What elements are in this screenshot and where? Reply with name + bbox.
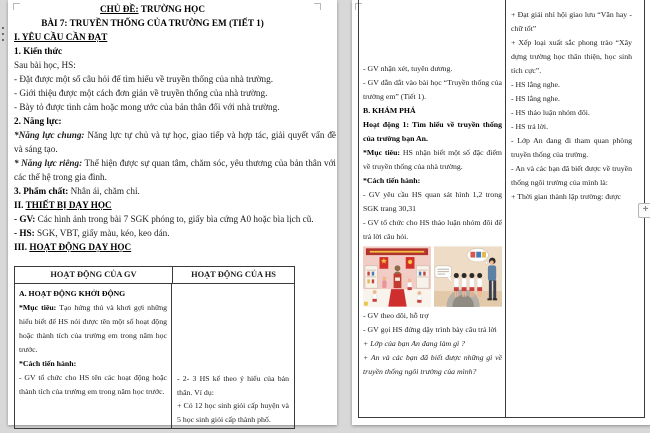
paragraph-gv-step: - GV tổ chức cho HS tên các hoạt động hoặc thành tích của trường em trong năm học trước. [19, 373, 167, 396]
insert-button[interactable]: + [638, 203, 650, 218]
heading-khoi-dong: A. HOẠT ĐỘNG KHỞI ĐỘNG [19, 289, 126, 298]
paragraph-hs-answer: - HS trả lời. [511, 122, 549, 131]
bullet-objective-3: - Bày tỏ được tình cảm hoặc mong ước của bản thân đối với nhà trường. [14, 102, 280, 112]
activity-table [14, 266, 295, 429]
paragraph-gv-step-4: - GV gọi HS đứng dậy trình bày câu trả lời [363, 325, 497, 334]
paragraph-intro: Sau bài học, HS: [14, 60, 76, 70]
paragraph-gv-lead-in: - GV dẫn dắt vào bài học “Truyền thống của trường em” (Tiết 1). [363, 78, 502, 101]
page-1 [8, 0, 337, 425]
cell-hs-activities-p2 [506, 0, 644, 204]
paragraph-hs-answer-detail-3: + Thời gian thành lập trường: được [511, 192, 621, 201]
figure-1-traditional-room-image[interactable] [363, 246, 431, 307]
paragraph-muc-tieu: *Mục tiêu: Tạo hứng thú và khơi gợi những hiểu biết để HS nói được tên một số hoạt động hoặc thành tích của trường em trong năm học trước. [19, 303, 167, 354]
cell-gv-activities-p2 [359, 0, 505, 379]
paragraph-pham-chat: 3. Phẩm chất: Nhân ái, chăm chỉ. [14, 186, 140, 196]
paragraph-hs-example: + Có 12 học sinh giỏi cấp huyện và 5 học sinh giỏi cấp thành phố. [177, 401, 289, 424]
section-heading-thiet-bi: II. THIẾT BỊ DẠY HỌC [14, 200, 112, 210]
drag-handle-dots[interactable] [2, 27, 4, 41]
heading-nang-luc: 2. Năng lực: [14, 116, 62, 126]
section-heading-hoat-dong: III. HOẠT ĐỘNG DẠY HỌC [14, 242, 132, 252]
paragraph-gv-question-1: + Lớp của bạn An đang làm gì ? [363, 339, 465, 348]
bullet-objective-2: - Giới thiệu được một cách đơn giản về truyền thống của nhà trường. [14, 88, 268, 98]
figure-2-discussion-image[interactable] [434, 246, 502, 307]
table-header-gv: HOẠT ĐỘNG CỦA GV [15, 267, 173, 283]
paragraph-muc-tieu-2: *Mục tiêu: HS nhận biết một số đặc điểm về truyền thống của nhà trường. [363, 148, 502, 171]
paragraph-gv-step-2: - GV tổ chức cho HS thảo luận nhóm đôi để trả lời câu hỏi. [363, 218, 502, 241]
heading-cach-tien-hanh-2: *Cách tiến hành: [363, 176, 421, 185]
paragraph-nang-luc-chung: *Năng lực chung: Năng lực tự chủ và tự học, giao tiếp và hợp tác, giải quyết vấn đề và sáng tạo. [14, 130, 336, 154]
paragraph-hs-achievement-2: + Xếp loại xuất sắc phong trào “Xây dựng trường học thân thiện, học sinh tích cực”. [511, 38, 632, 75]
page-subtitle: BÀI 7: TRUYỀN THỐNG CỦA TRƯỜNG EM (TIẾT 1) [41, 18, 264, 28]
cell-gv-activities [15, 284, 172, 428]
table-header-hs: HOẠT ĐỘNG CỦA HS [191, 270, 276, 279]
paragraph-hs-discuss: - HS thảo luận nhóm đôi. [511, 108, 590, 117]
figures-row [363, 246, 502, 307]
heading-cach-tien-hanh: *Cách tiến hành: [19, 359, 77, 368]
paragraph-hs-answer-detail-1: - Lớp An đang đi tham quan phòng truyền thống của trường. [511, 136, 632, 159]
cell-hs-activities [172, 284, 294, 428]
heading-hoat-dong-1: Hoạt động 1: Tìm hiểu về truyền thống của trường bạn An. [363, 120, 502, 143]
paragraph-nang-luc-rieng: * Năng lực riêng: Thể hiện được sự quan tâm, chăm sóc, yêu thương của bản thân với các thế hệ trong gia đình. [14, 158, 336, 182]
page-title: CHỦ ĐỀ: TRƯỜNG HỌC [100, 4, 205, 14]
bullet-objective-1: - Đặt được một số câu hỏi để tìm hiểu về truyền thống của nhà trường. [14, 74, 273, 84]
paragraph-gv-step-3: - GV theo dõi, hỗ trợ [363, 311, 429, 320]
paragraph-hs-achievement-1: + Đạt giải nhì hội giao lưu “Văn hay - chữ tốt” [511, 10, 632, 33]
page-1-body [14, 2, 336, 254]
paragraph-hs-listen-2: - HS lắng nghe. [511, 94, 560, 103]
section-heading-yeu-cau: I. YÊU CẦU CẦN ĐẠT [14, 32, 108, 42]
paragraph-gv-materials: - GV: Các hình ảnh trong bài 7 SGK phóng to, giấy bìa cứng A0 hoặc bìa lịch cũ. [14, 214, 314, 224]
activity-table-continued [358, 0, 645, 418]
paragraph-hs-answer-detail-2: - An và các bạn đã biết được về truyền thống ngôi trường của mình là: [511, 164, 632, 187]
heading-kien-thuc: 1. Kiến thức [14, 46, 63, 56]
paragraph-hs-answer: - 2- 3 HS kể theo ý hiểu của bản thân. Ví dụ: [177, 374, 289, 397]
paragraph-hs-listen-1: - HS lắng nghe. [511, 80, 560, 89]
paragraph-gv-question-2: + An và các bạn đã biết được những gì về truyền thống ngôi trường của mình? [363, 353, 502, 376]
heading-kham-pha: B. KHÁM PHÁ [363, 106, 416, 115]
paragraph-hs-materials: - HS: SGK, VBT, giấy màu, kéo, keo dán. [14, 228, 170, 238]
page-2 [352, 0, 650, 425]
paragraph-gv-step-1: - GV yêu cầu HS quan sát hình 1,2 trong SGK trang 30,31 [363, 190, 502, 213]
paragraph-gv-comment: - GV nhận xét, tuyên dương. [363, 64, 453, 73]
